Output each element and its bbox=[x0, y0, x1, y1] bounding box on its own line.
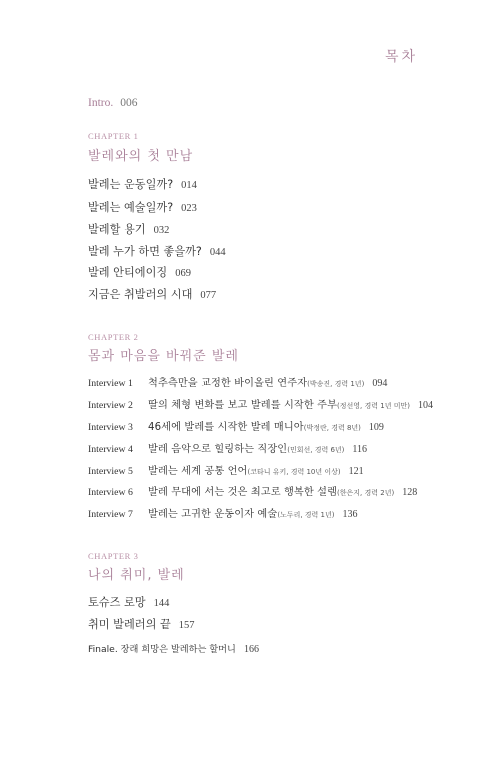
interview-title: 척추측만을 교정한 바이올린 연주자 bbox=[148, 378, 308, 389]
interview-label: Interview 2 bbox=[88, 400, 133, 411]
chapter-1-label: CHAPTER 1 bbox=[88, 131, 139, 141]
interview-label: Interview 6 bbox=[88, 487, 133, 498]
interview-page: 109 bbox=[368, 422, 384, 433]
interview-title: 발레 음악으로 힐링하는 직장인 bbox=[148, 444, 288, 455]
interview-page: 094 bbox=[372, 378, 388, 389]
chapter-3-label: CHAPTER 3 bbox=[88, 551, 139, 561]
entry-title: 발레는 운동일까? bbox=[88, 178, 174, 191]
list-item bbox=[88, 243, 226, 259]
finale-page: 166 bbox=[243, 644, 259, 655]
interview-item bbox=[88, 462, 364, 477]
list-item bbox=[88, 594, 169, 610]
interview-title: 발레 무대에 서는 것은 최고로 행복한 설렘 bbox=[148, 487, 338, 498]
toc-title: 목차 bbox=[384, 49, 418, 65]
entry-page: 077 bbox=[200, 290, 217, 301]
list-item bbox=[88, 199, 197, 215]
entry-title: 토슈즈 로망 bbox=[88, 596, 146, 609]
intro-entry bbox=[88, 97, 137, 109]
list-item bbox=[88, 616, 195, 632]
list-item bbox=[88, 221, 169, 237]
interview-title: 발레는 고귀한 운동이자 예술 bbox=[148, 509, 278, 520]
interview-label: Interview 5 bbox=[88, 466, 133, 477]
list-item bbox=[88, 264, 191, 280]
interview-title: 발레는 세계 공통 언어 bbox=[148, 466, 248, 477]
interview-person: (박정란, 경력 8년) bbox=[303, 424, 361, 432]
interview-label: Interview 4 bbox=[88, 444, 133, 455]
interview-item bbox=[88, 483, 417, 498]
interview-title: 딸의 체형 변화를 보고 발레를 시작한 주부 bbox=[148, 400, 338, 411]
interview-label: Interview 3 bbox=[88, 422, 133, 433]
interview-label: Interview 7 bbox=[88, 509, 133, 520]
finale-entry bbox=[88, 641, 259, 655]
entry-title: 지금은 취발러의 시대 bbox=[88, 288, 193, 301]
interview-person: (정선영, 경력 1년 미만) bbox=[337, 402, 410, 410]
list-item bbox=[88, 286, 216, 302]
interview-page: 121 bbox=[348, 466, 364, 477]
entry-title: 발레할 용기 bbox=[88, 223, 146, 236]
interview-label: Interview 1 bbox=[88, 378, 133, 389]
chapter-1-title: 발레와의 첫 만남 bbox=[88, 149, 194, 164]
entry-page: 144 bbox=[153, 598, 170, 609]
entry-title: 발레 누가 하면 좋을까? bbox=[88, 245, 202, 258]
interview-person: (코타니 유키, 경력 10년 이상) bbox=[247, 468, 341, 476]
interview-page: 116 bbox=[352, 444, 368, 455]
interview-item bbox=[88, 396, 433, 411]
list-item bbox=[88, 176, 197, 192]
entry-title: 취미 발레러의 끝 bbox=[88, 618, 171, 631]
interview-person: (노두리, 경력 1년) bbox=[277, 511, 335, 519]
interview-page: 136 bbox=[342, 509, 358, 520]
entry-page: 044 bbox=[209, 247, 226, 258]
entry-page: 032 bbox=[153, 225, 170, 236]
finale-title: Finale. 장래 희망은 발레하는 할머니 bbox=[88, 644, 236, 655]
interview-person: (한은지, 경력 2년) bbox=[337, 489, 395, 497]
interview-item bbox=[88, 440, 367, 455]
interview-person: (박송진, 경력 1년) bbox=[307, 380, 365, 388]
interview-item bbox=[88, 505, 357, 520]
interview-page: 104 bbox=[417, 400, 433, 411]
entry-page: 014 bbox=[181, 180, 197, 191]
interview-person: (민회선, 경력 6년) bbox=[287, 446, 345, 454]
chapter-2-title: 몸과 마음을 바꿔준 발레 bbox=[88, 349, 239, 364]
intro-page: 006 bbox=[120, 97, 138, 109]
entry-page: 069 bbox=[175, 268, 191, 279]
entry-title: 발레 안티에이징 bbox=[88, 266, 168, 279]
interview-page: 128 bbox=[402, 487, 418, 498]
chapter-3-title: 나의 취미, 발레 bbox=[88, 568, 185, 583]
entry-title: 발레는 예술일까? bbox=[88, 201, 174, 214]
entry-page: 023 bbox=[181, 203, 197, 214]
chapter-2-label: CHAPTER 2 bbox=[88, 332, 139, 342]
interview-title: 46세에 발레를 시작한 발레 매니아 bbox=[148, 422, 304, 433]
interview-item bbox=[88, 374, 387, 389]
interview-item bbox=[88, 418, 384, 433]
entry-page: 157 bbox=[178, 620, 195, 631]
intro-label: Intro. bbox=[88, 97, 114, 109]
